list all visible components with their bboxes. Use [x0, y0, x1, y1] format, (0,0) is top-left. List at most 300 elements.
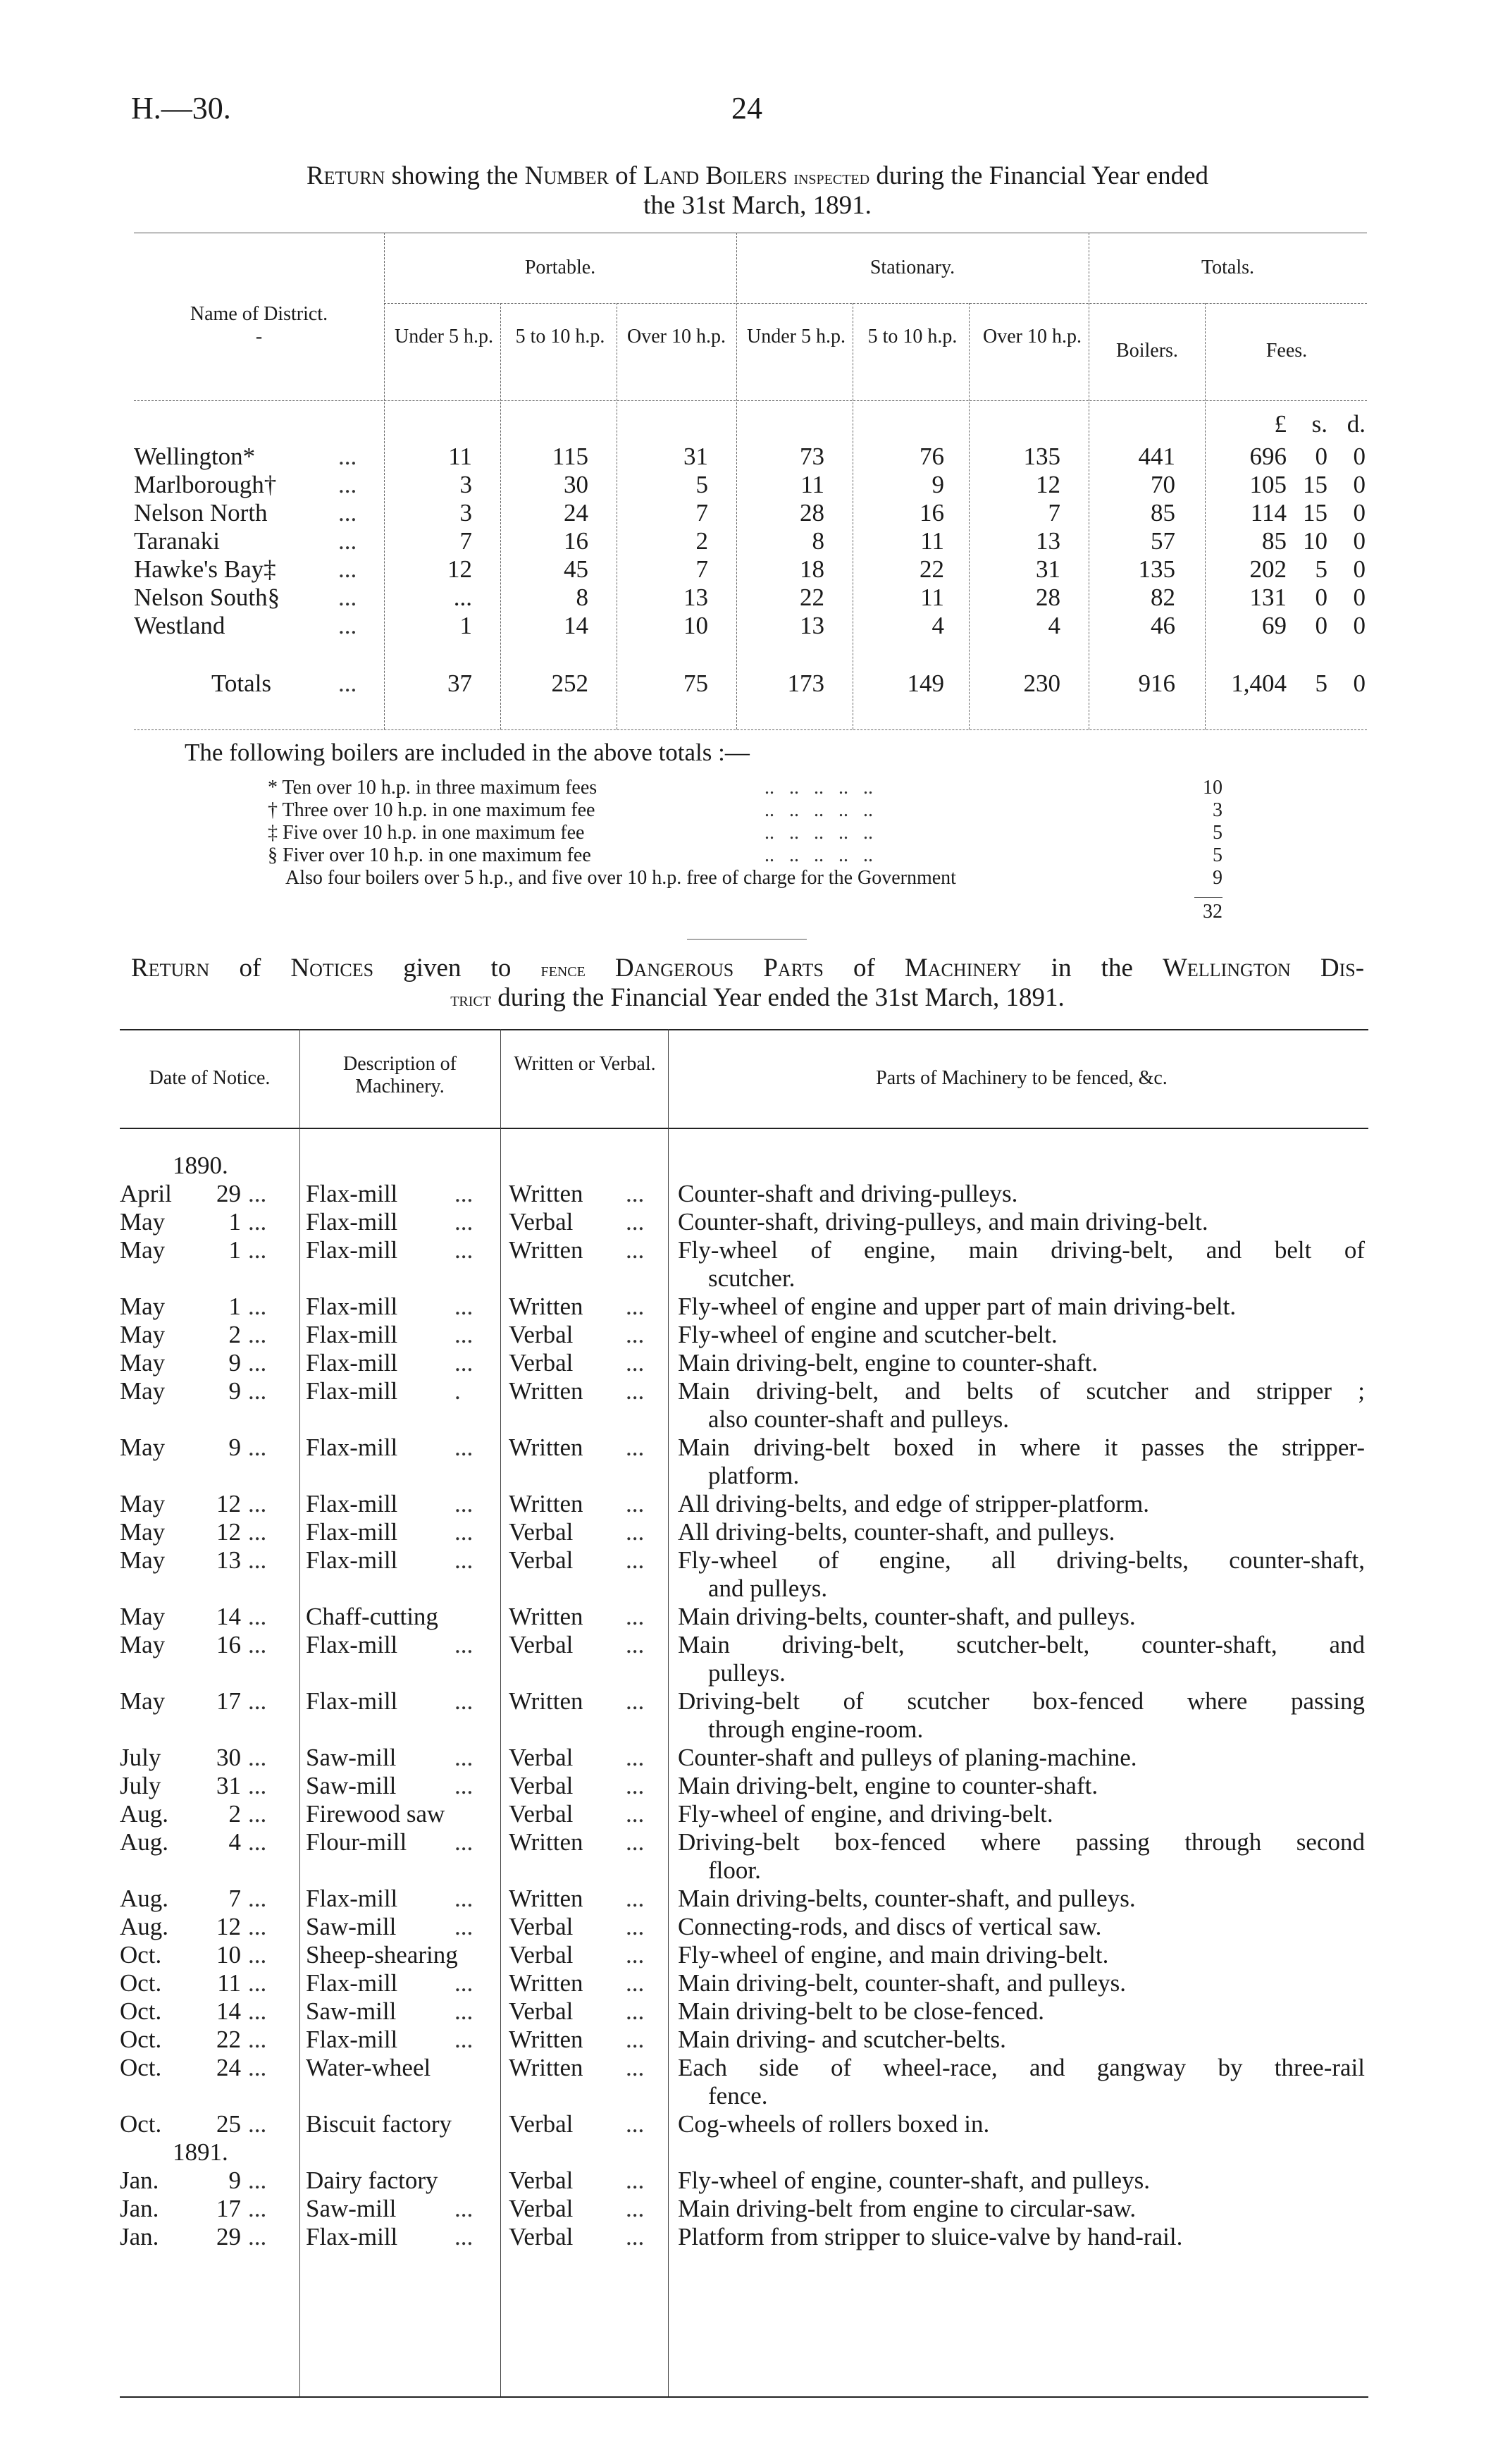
written-verbal-dots: ...	[626, 1772, 645, 1799]
date-dots: ...	[248, 1490, 267, 1517]
boilers-title-line2: the 31st March, 1891.	[643, 191, 872, 220]
description-dots: ...	[454, 1349, 473, 1376]
title-word: Dis-	[1320, 954, 1365, 982]
portable-5-10: 16	[564, 527, 588, 555]
written-verbal-dots: ...	[626, 1546, 645, 1574]
machinery-description: Flax-mill	[306, 2223, 398, 2250]
parts-to-be-fenced: platform.	[708, 1462, 800, 1489]
machinery-description: Flax-mill	[306, 1546, 398, 1574]
sub-header-portable-over-10: Over 10 h.p.	[627, 326, 726, 347]
boilers-bottom-rule	[134, 729, 1367, 730]
notice-month: May	[120, 1631, 166, 1658]
machinery-description: Flax-mill	[306, 1236, 398, 1264]
parts-to-be-fenced: Connecting-rods, and discs of vertical saw.	[678, 1913, 1102, 1940]
year-label: 1891.	[173, 2138, 228, 2166]
fees-shillings: 15	[1303, 499, 1327, 526]
notice-day: 17	[216, 1687, 241, 1715]
notice-month: Aug.	[120, 1885, 169, 1912]
section-separator	[687, 939, 807, 940]
boilers-count: 57	[1151, 527, 1175, 555]
written-verbal-dots: ...	[626, 1349, 645, 1376]
parts-to-be-fenced: Driving-belt of scutcher box-fenced where passing	[678, 1687, 1365, 1715]
parts-to-be-fenced: fence.	[708, 2082, 768, 2109]
parts-to-be-fenced: Fly-wheel of engine, counter-shaft, and pulleys.	[678, 2167, 1150, 2194]
row-dots: ...	[338, 471, 357, 498]
notice-month: May	[120, 1434, 166, 1461]
machinery-description: Firewood saw	[306, 1800, 445, 1828]
totals-stationary-5-10: 149	[907, 670, 944, 697]
title-word: of	[608, 161, 644, 190]
date-dots: ...	[248, 1969, 267, 1997]
notice-month: July	[120, 1744, 161, 1771]
date-dots: ...	[248, 1913, 267, 1940]
description-dots: ...	[454, 1913, 473, 1940]
notice-day: 1	[228, 1208, 241, 1236]
notice-month: July	[120, 1772, 161, 1799]
title-word	[586, 954, 615, 982]
machinery-description: Flour-mill	[306, 1828, 407, 1856]
stationary-over-10: 31	[1036, 555, 1060, 583]
stationary-over-10: 12	[1036, 471, 1060, 498]
totals-dots: ...	[338, 670, 357, 697]
date-dots: ...	[248, 2223, 267, 2250]
stationary-over-10: 7	[1048, 499, 1060, 526]
notice-month: Jan.	[120, 2167, 159, 2194]
written-verbal-dots: ...	[626, 2167, 645, 2194]
row-dots: ...	[338, 527, 357, 555]
date-dots: ...	[248, 1744, 267, 1771]
portable-under-5: 1	[459, 612, 472, 639]
notice-day: 1	[228, 1236, 241, 1264]
sub-header-portable-under-5: Under 5 h.p.	[395, 326, 493, 347]
stationary-under-5: 13	[800, 612, 824, 639]
description-dots: ...	[454, 2195, 473, 2222]
currency-pence-header: d.	[1347, 410, 1366, 438]
written-verbal-dots: ...	[626, 2026, 645, 2053]
stationary-under-5: 22	[800, 584, 824, 611]
written-verbal-dots: ...	[626, 1236, 645, 1264]
written-or-verbal: Verbal	[509, 1800, 574, 1828]
notice-day: 9	[228, 1349, 241, 1376]
stationary-5-10: 22	[920, 555, 944, 583]
written-or-verbal: Verbal	[509, 1208, 574, 1236]
notice-month: May	[120, 1518, 166, 1546]
written-or-verbal: Verbal	[509, 1546, 574, 1574]
written-or-verbal: Written	[509, 1969, 583, 1997]
machinery-description: Flax-mill	[306, 1180, 398, 1207]
notice-month: May	[120, 1321, 166, 1348]
written-verbal-dots: ...	[626, 2195, 645, 2222]
footnote-text: * Ten over 10 h.p. in three maximum fees	[268, 777, 598, 799]
written-verbal-dots: ...	[626, 1434, 645, 1461]
notice-day: 4	[228, 1828, 241, 1856]
notice-month: Oct.	[120, 2054, 162, 2081]
footnote-value: 9	[1213, 867, 1222, 889]
portable-5-10: 45	[564, 555, 588, 583]
written-or-verbal: Written	[509, 1293, 583, 1320]
machinery-description: Flax-mill	[306, 1518, 398, 1546]
notice-day: 31	[216, 1772, 241, 1799]
notice-month: May	[120, 1236, 166, 1264]
notice-day: 12	[216, 1913, 241, 1940]
fees-pence: 0	[1353, 527, 1366, 555]
fees-shillings: 0	[1315, 584, 1327, 611]
parts-to-be-fenced: Counter-shaft and driving-pulleys.	[678, 1180, 1018, 1207]
stationary-under-5: 73	[800, 443, 824, 470]
fees-shillings: 0	[1315, 443, 1327, 470]
written-verbal-dots: ...	[626, 1321, 645, 1348]
written-verbal-header: Written or Verbal.	[514, 1053, 656, 1075]
machinery-description: Saw-mill	[306, 1913, 397, 1940]
parts-to-be-fenced: Fly-wheel of engine and scutcher-belt.	[678, 1321, 1058, 1348]
totals-shillings: 5	[1315, 670, 1327, 697]
description-dots: ...	[454, 1546, 473, 1574]
notice-month: April	[120, 1180, 172, 1207]
boilers-count: 46	[1151, 612, 1175, 639]
description-dots: ...	[454, 1772, 473, 1799]
written-verbal-dots: ...	[626, 1180, 645, 1207]
written-or-verbal: Written	[509, 2026, 583, 2053]
footnote-leader: .. .. .. .. ..	[765, 822, 873, 844]
district-name: Westland	[134, 612, 225, 639]
portable-over-10: 5	[695, 471, 708, 498]
machinery-description: Water-wheel	[306, 2054, 431, 2081]
machinery-description: Saw-mill	[306, 1744, 397, 1771]
stationary-5-10: 4	[931, 612, 944, 639]
machinery-title-line1	[131, 953, 1364, 985]
description-dots: ...	[454, 1828, 473, 1856]
written-verbal-dots: ...	[626, 1885, 645, 1912]
portable-5-10: 14	[564, 612, 588, 639]
title-word: Boilers	[705, 161, 788, 190]
stationary-5-10: 11	[920, 584, 944, 611]
fees-pence: 0	[1353, 499, 1366, 526]
date-dots: ...	[248, 1631, 267, 1658]
fees-pence: 0	[1353, 555, 1366, 583]
title-word: Notices	[290, 954, 374, 982]
portable-under-5: 3	[459, 471, 472, 498]
date-dots: ...	[248, 1687, 267, 1715]
stationary-over-10: 4	[1048, 612, 1060, 639]
machinery-description: Sheep-shearing	[306, 1941, 458, 1969]
title-word: Return	[306, 161, 385, 190]
district-name: Marlborough†	[134, 471, 277, 498]
footnote-text: § Fiver over 10 h.p. in one maximum fee	[268, 844, 591, 866]
portable-5-10: 24	[564, 499, 588, 526]
notice-day: 2	[228, 1321, 241, 1348]
parts-header: Parts of Machinery to be fenced, &c.	[876, 1067, 1168, 1089]
boilers-vrule	[500, 303, 501, 729]
footnote-leader: .. .. .. .. ..	[765, 777, 873, 799]
description-dots: ...	[454, 1434, 473, 1461]
fees-shillings: 15	[1303, 471, 1327, 498]
written-verbal-dots: ...	[626, 1913, 645, 1940]
footnote-sum-rule	[1194, 897, 1222, 898]
machinery-description: Flax-mill	[306, 1349, 398, 1376]
written-or-verbal: Verbal	[509, 2223, 574, 2250]
title-word: inspected	[793, 166, 870, 189]
notice-month: May	[120, 1546, 166, 1574]
parts-to-be-fenced: Main driving-belt, engine to counter-shaft.	[678, 1349, 1098, 1376]
stationary-header: Stationary.	[869, 257, 955, 278]
machinery-table-bottom-rule	[120, 2396, 1368, 2398]
parts-to-be-fenced: Main driving-belt from engine to circular-saw.	[678, 2195, 1137, 2222]
year-label: 1890.	[173, 1152, 228, 1179]
written-verbal-dots: ...	[626, 2223, 645, 2250]
stationary-over-10: 28	[1036, 584, 1060, 611]
row-dots: ...	[338, 443, 357, 470]
notice-day: 16	[216, 1631, 241, 1658]
machinery-description: Flax-mill	[306, 1687, 398, 1715]
parts-to-be-fenced: Fly-wheel of engine and upper part of main driving-belt.	[678, 1293, 1237, 1320]
totals-portable-under-5: 37	[447, 670, 472, 697]
report-reference: H.—30.	[131, 91, 231, 125]
notice-day: 12	[216, 1518, 241, 1546]
machinery-description: Flax-mill	[306, 1885, 398, 1912]
boilers-group-rule	[384, 303, 1367, 304]
date-dots: ...	[248, 1546, 267, 1574]
sub-header-stationary-under-5: Under 5 h.p.	[747, 326, 846, 347]
portable-5-10: 8	[576, 584, 588, 611]
fees-pence: 0	[1353, 471, 1366, 498]
written-verbal-dots: ...	[626, 1293, 645, 1320]
written-or-verbal: Verbal	[509, 1941, 574, 1969]
portable-5-10: 30	[564, 471, 588, 498]
row-dots: ...	[338, 584, 357, 611]
boilers-title-line1	[134, 161, 1381, 193]
written-verbal-dots: ...	[626, 1377, 645, 1405]
description-dots: ...	[454, 1885, 473, 1912]
notice-month: Oct.	[120, 1941, 162, 1969]
title-word	[733, 954, 763, 982]
fees-pounds: 131	[1249, 584, 1287, 611]
row-dots: ...	[338, 612, 357, 639]
date-dots: ...	[248, 2054, 267, 2081]
stationary-5-10: 16	[920, 499, 944, 526]
machinery-description: Flax-mill	[306, 1377, 398, 1405]
parts-to-be-fenced: through engine-room.	[708, 1715, 924, 1743]
row-dots: ...	[338, 499, 357, 526]
footnote-value: 5	[1213, 844, 1222, 866]
fees-pence: 0	[1353, 612, 1366, 639]
notice-day: 14	[216, 1997, 241, 2025]
notice-day: 29	[216, 2223, 241, 2250]
written-verbal-dots: ...	[626, 1631, 645, 1658]
parts-to-be-fenced: and pulleys.	[708, 1575, 828, 1602]
notice-month: Jan.	[120, 2195, 159, 2222]
description-dots: ...	[454, 1969, 473, 1997]
title-word: showing the	[385, 161, 525, 190]
date-dots: ...	[248, 1349, 267, 1376]
fees-shillings: 0	[1315, 612, 1327, 639]
portable-header: Portable.	[524, 257, 596, 278]
totals-stationary-under-5: 173	[787, 670, 824, 697]
footnote-text: Also four boilers over 5 h.p., and five over 10 h.p. free of charge for the Government	[285, 867, 956, 889]
date-dots: ...	[248, 1236, 267, 1264]
notice-month: May	[120, 1603, 166, 1630]
fees-pounds: 69	[1262, 612, 1287, 639]
date-dots: ...	[248, 1518, 267, 1546]
name-header-dash: -	[255, 326, 263, 347]
fees-pounds: 114	[1250, 499, 1287, 526]
boilers-count: 441	[1138, 443, 1175, 470]
totals-header: Totals.	[1201, 257, 1255, 278]
date-dots: ...	[248, 1997, 267, 2025]
written-or-verbal: Written	[509, 1434, 583, 1461]
title-word: trict	[450, 988, 491, 1011]
written-or-verbal: Verbal	[509, 1631, 574, 1658]
portable-5-10: 115	[552, 443, 588, 470]
written-or-verbal: Written	[509, 1828, 583, 1856]
date-dots: ...	[248, 1941, 267, 1969]
district-name: Nelson North	[134, 499, 268, 526]
parts-to-be-fenced: All driving-belts, and edge of stripper-platform.	[678, 1490, 1149, 1517]
written-or-verbal: Verbal	[509, 1772, 574, 1799]
written-verbal-dots: ...	[626, 1997, 645, 2025]
stationary-under-5: 18	[800, 555, 824, 583]
totals-label: Totals	[211, 670, 272, 697]
notice-month: May	[120, 1349, 166, 1376]
portable-under-5: 3	[459, 499, 472, 526]
parts-to-be-fenced: Main driving-belt, and belts of scutcher and stripper ;	[678, 1377, 1365, 1405]
parts-to-be-fenced: pulleys.	[708, 1659, 786, 1687]
footnote-value: 3	[1213, 799, 1222, 821]
machinery-description: Dairy factory	[306, 2167, 438, 2194]
boilers-vrule	[736, 233, 737, 729]
district-name: Taranaki	[134, 527, 220, 555]
parts-to-be-fenced: Fly-wheel of engine, main driving-belt, and belt of	[678, 1236, 1365, 1264]
fees-pence: 0	[1353, 584, 1366, 611]
date-dots: ...	[248, 1885, 267, 1912]
district-name: Wellington*	[134, 443, 256, 470]
written-or-verbal: Verbal	[509, 1349, 574, 1376]
totals-pence: 0	[1353, 670, 1366, 697]
description-header: Description of Machinery.	[343, 1053, 457, 1097]
description-dots: ...	[454, 1180, 473, 1207]
machinery-description: Flax-mill	[306, 2026, 398, 2053]
date-dots: ...	[248, 1180, 267, 1207]
written-verbal-dots: ...	[626, 2054, 645, 2081]
parts-to-be-fenced: floor.	[708, 1856, 761, 1884]
footnote-leader: .. .. .. .. ..	[765, 799, 873, 821]
totals-stationary-over-10: 230	[1023, 670, 1060, 697]
parts-to-be-fenced: Each side of wheel-race, and gangway by three-rail	[678, 2054, 1365, 2081]
fees-shillings: 5	[1315, 555, 1327, 583]
date-dots: ...	[248, 1772, 267, 1799]
sub-header-portable-5-10: 5 to 10 h.p.	[515, 326, 605, 347]
notice-day: 11	[217, 1969, 241, 1997]
date-dots: ...	[248, 1208, 267, 1236]
title-word: in the	[1021, 954, 1163, 982]
fees-shillings: 10	[1303, 527, 1327, 555]
notice-day: 2	[228, 1800, 241, 1828]
boilers-count: 70	[1151, 471, 1175, 498]
notice-month: Aug.	[120, 1828, 169, 1856]
boilers-count: 82	[1151, 584, 1175, 611]
parts-to-be-fenced: Main driving-belt to be close-fenced.	[678, 1997, 1044, 2025]
footnote-text: † Three over 10 h.p. in one maximum fee	[268, 799, 595, 821]
sub-header-stationary-over-10: Over 10 h.p.	[983, 326, 1082, 347]
written-or-verbal: Written	[509, 1687, 583, 1715]
date-dots: ...	[248, 2110, 267, 2138]
machinery-description: Flax-mill	[306, 1631, 398, 1658]
description-dots: ...	[454, 1744, 473, 1771]
stationary-5-10: 76	[920, 443, 944, 470]
title-word: Number	[524, 161, 609, 190]
date-dots: ...	[248, 1828, 267, 1856]
portable-under-5: 11	[448, 443, 472, 470]
notice-day: 1	[228, 1293, 241, 1320]
description-dots: ...	[454, 1321, 473, 1348]
sub-header-fees: Fees.	[1265, 340, 1308, 362]
notice-day: 7	[228, 1885, 241, 1912]
written-or-verbal: Written	[509, 1180, 583, 1207]
notice-day: 17	[216, 2195, 241, 2222]
notice-month: Oct.	[120, 1969, 162, 1997]
parts-to-be-fenced: Fly-wheel of engine, all driving-belts, counter-shaft,	[678, 1546, 1365, 1574]
machinery-header-rule	[120, 1128, 1368, 1129]
notice-month: Oct.	[120, 1997, 162, 2025]
boilers-header-rule	[134, 400, 1367, 401]
footnote-intro: The following boilers are included in the above totals :—	[185, 739, 750, 766]
description-dots: ...	[454, 2026, 473, 2053]
notice-month: May	[120, 1490, 166, 1517]
written-verbal-dots: ...	[626, 1744, 645, 1771]
stationary-5-10: 9	[931, 471, 944, 498]
portable-under-5: 12	[447, 555, 472, 583]
notice-day: 24	[216, 2054, 241, 2081]
parts-to-be-fenced: Cog-wheels of rollers boxed in.	[678, 2110, 990, 2138]
written-or-verbal: Verbal	[509, 1913, 574, 1940]
written-or-verbal: Written	[509, 2054, 583, 2081]
written-verbal-dots: ...	[626, 1969, 645, 1997]
totals-portable-over-10: 75	[683, 670, 708, 697]
written-or-verbal: Verbal	[509, 1744, 574, 1771]
portable-over-10: 7	[695, 555, 708, 583]
description-dots: ...	[454, 1208, 473, 1236]
currency-shillings-header: s.	[1311, 410, 1327, 438]
date-dots: ...	[248, 2026, 267, 2053]
machinery-vrule	[668, 1029, 669, 2396]
description-dots: ...	[454, 1236, 473, 1264]
boilers-count: 135	[1138, 555, 1175, 583]
parts-to-be-fenced: Fly-wheel of engine, and main driving-belt.	[678, 1941, 1109, 1969]
title-word: of	[209, 954, 291, 982]
parts-to-be-fenced: Main driving-belt boxed in where it passes the stripper-	[678, 1434, 1365, 1461]
row-dots: ...	[338, 555, 357, 583]
fees-pounds: 696	[1249, 443, 1287, 470]
notice-day: 29	[216, 1180, 241, 1207]
date-dots: ...	[248, 1377, 267, 1405]
notice-day: 10	[216, 1941, 241, 1969]
written-verbal-dots: ...	[626, 2110, 645, 2138]
written-or-verbal: Verbal	[509, 1518, 574, 1546]
parts-to-be-fenced: All driving-belts, counter-shaft, and pulleys.	[678, 1518, 1115, 1546]
notice-month: Oct.	[120, 2026, 162, 2053]
currency-pounds-header: £	[1274, 410, 1287, 438]
machinery-description: Flax-mill	[306, 1969, 398, 1997]
notice-day: 25	[216, 2110, 241, 2138]
stationary-under-5: 11	[800, 471, 824, 498]
machinery-title-line2	[134, 982, 1381, 1015]
date-dots: ...	[248, 1293, 267, 1320]
date-dots: ...	[248, 1603, 267, 1630]
title-word: during the Financial Year ended	[869, 161, 1209, 190]
portable-under-5: 7	[459, 527, 472, 555]
machinery-table-top-rule	[120, 1029, 1368, 1030]
notice-month: May	[120, 1293, 166, 1320]
machinery-description: Chaff-cutting	[306, 1603, 438, 1630]
